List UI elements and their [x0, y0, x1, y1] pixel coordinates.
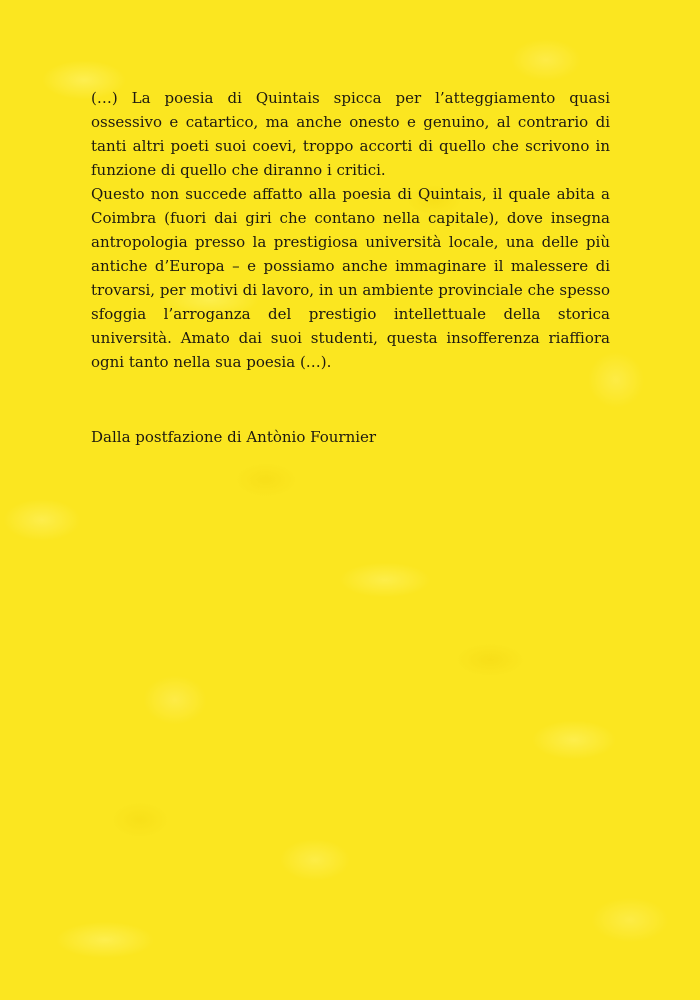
blurb-paragraph-2: Questo non succede affatto alla poesia di Quintais, il quale abita a Coimbra (fuori dai giri che contano nella capitale), dove insegna antropologia presso la prestigiosa università locale, una delle più antiche d’Europa – e possiamo anche immaginare il malessere di trovarsi, per motivi di lavoro, in un ambiente provinciale che spesso sfoggia l’arroganza del prestigio intellettuale della storica università. Amato dai suoi studenti, questa insofferenza riaffiora ogni tanto nella sua poesia (…). — [91, 185, 610, 371]
blurb-paragraph-1: (…) La poesia di Quintais spicca per l’atteggiamento quasi ossessivo e catartico, ma anche onesto e genuino, al contrario di tanti altri poeti suoi coevi, troppo accorti di quello che scrivono in funzione di quello che diranno i critici. — [91, 89, 610, 179]
blurb-text — [91, 86, 610, 374]
attribution: Dalla postfazione di Antònio Fournier — [91, 428, 377, 446]
